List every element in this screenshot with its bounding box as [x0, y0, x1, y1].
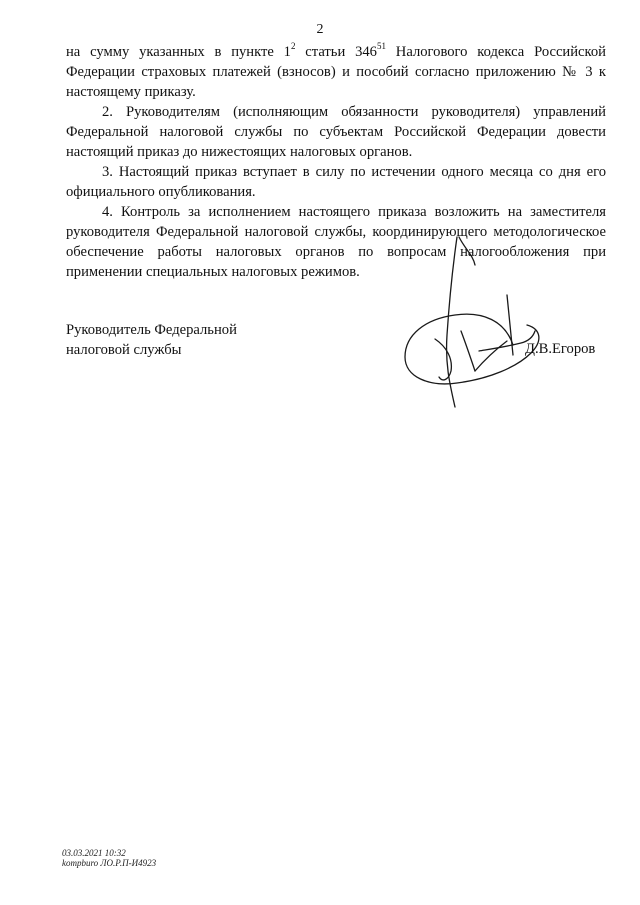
- signatory-position-line-2: налоговой службы: [66, 342, 182, 358]
- paragraph-1-text-c: Налогового кодекса Российской Федерации страховых платежей (взносов) и пособий согласно приложению № 3 к настоящему приказу.: [66, 44, 606, 100]
- footer-stamp: [62, 848, 156, 868]
- footer-datetime: 03.03.2021 10:32: [62, 848, 126, 858]
- superscript-1: 2: [290, 41, 296, 52]
- paragraph-1: [66, 42, 606, 102]
- paragraph-1-text-a: на сумму указанных в пункте 1: [66, 44, 291, 60]
- signatory-position-line-1: Руководитель Федеральной: [66, 322, 237, 338]
- signatory-name: Д.В.Егоров: [525, 341, 596, 357]
- paragraph-2: 2. Руководителям (исполняющим обязанности руководителя) управлений Федеральной налоговой службы по субъектам Российской Федерации довести настоящий приказ до нижестоящих налоговых органов.: [66, 104, 606, 160]
- paragraph-1-text-b: статьи 346: [295, 44, 377, 60]
- paragraph-3: 3. Настоящий приказ вступает в силу по истечении одного месяца со дня его официального опубликования.: [66, 164, 606, 200]
- page-number: 2: [316, 22, 324, 37]
- handwritten-signature: [395, 235, 565, 415]
- superscript-2: 51: [376, 41, 386, 52]
- footer-reference: kompburo ЛО.Р.П-И4923: [62, 858, 157, 868]
- paragraph-4: 4. Контроль за исполнением настоящего приказа возложить на заместителя руководителя Федеральной налоговой службы, координирующего методологическое обеспечение работы налоговых органов по вопросам налогообложения при применении специальных налоговых режимов.: [66, 204, 606, 280]
- signatory-position: [66, 320, 237, 360]
